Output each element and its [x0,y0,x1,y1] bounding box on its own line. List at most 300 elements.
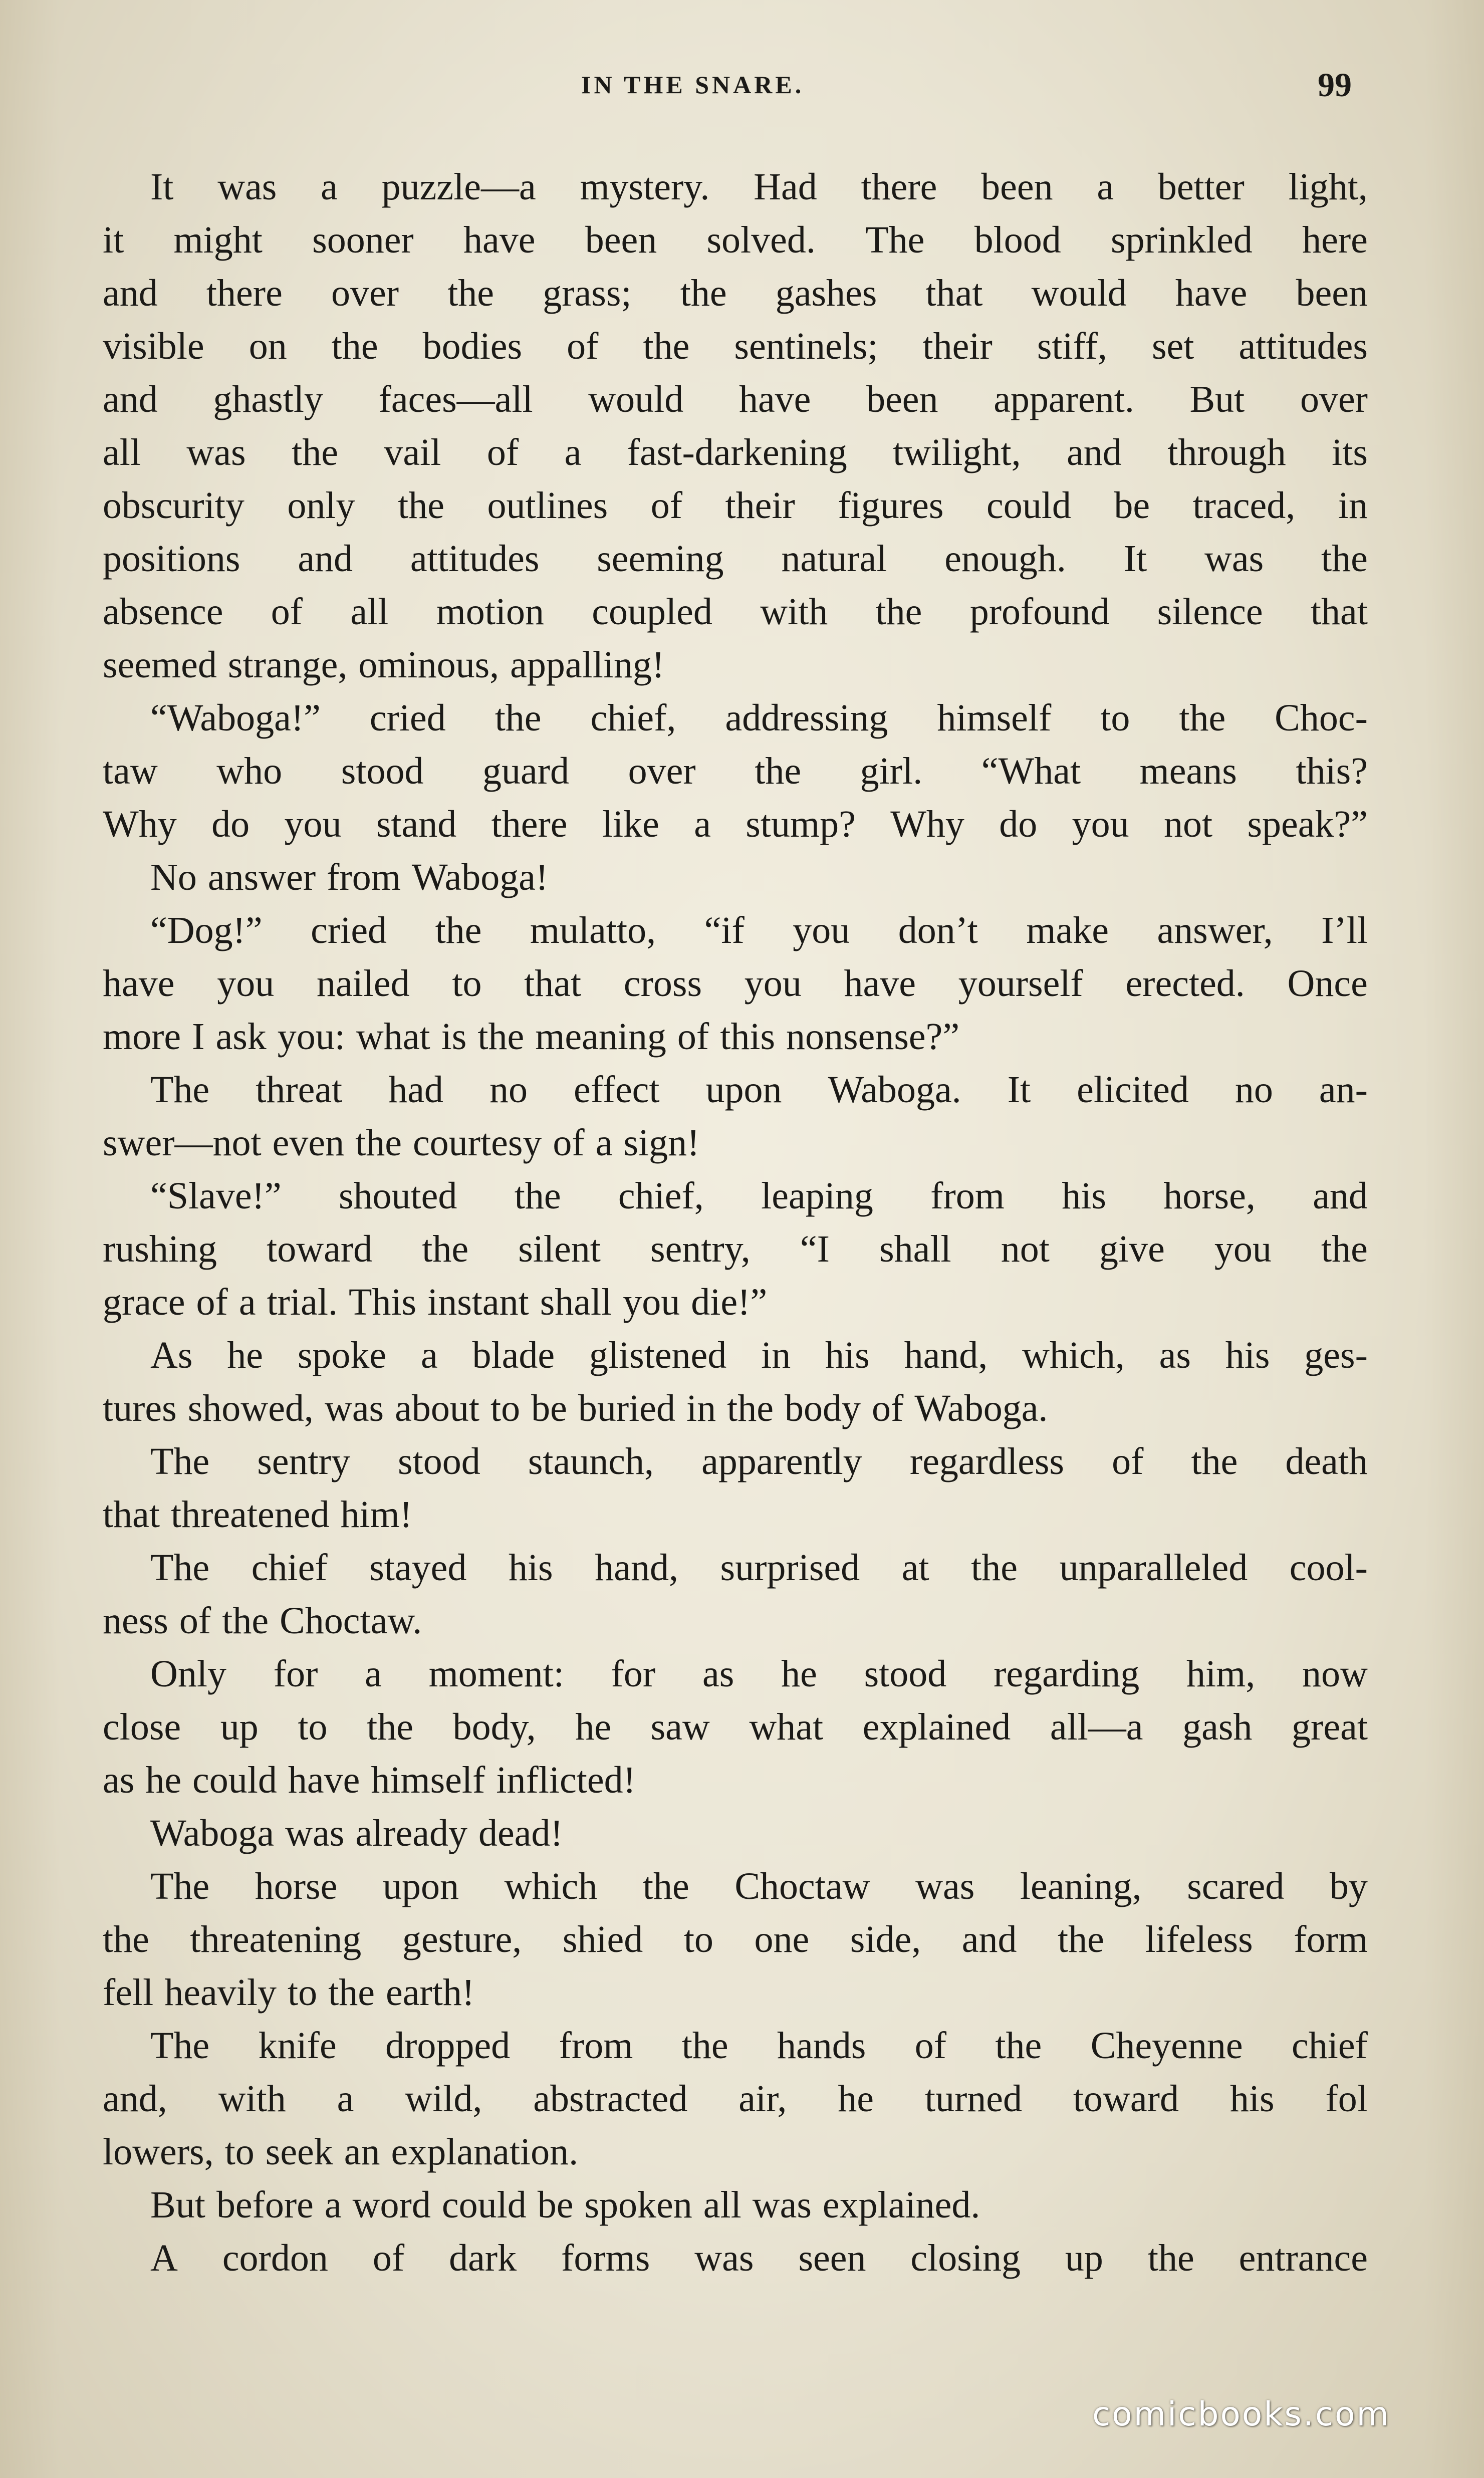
word: A [150,2237,178,2279]
word: ask [215,1016,267,1058]
word: the [222,1600,269,1642]
text-line [103,2232,1368,2285]
word: now [1302,1653,1368,1695]
word: of [271,591,303,633]
word: the [355,1122,402,1164]
word: the [435,909,482,951]
word: fell [103,1971,154,2014]
text-line [103,1116,1368,1169]
word: of [486,431,519,473]
word: But [1189,378,1245,420]
word: already [355,1812,467,1854]
word: the [1321,1228,1368,1270]
word: of [196,1281,228,1323]
word: have [103,962,175,1005]
word: threat [256,1069,343,1111]
word: absence [103,591,223,633]
word: of [372,2237,405,2279]
word: a [564,431,582,473]
word: stump? [746,803,856,845]
word: for [611,1653,656,1695]
word: to [490,1387,521,1429]
word: over [628,750,696,792]
word: turned [924,2078,1023,2120]
word: sooner [312,219,414,261]
text-line [103,2125,1368,2178]
word: give [1099,1228,1165,1270]
word: on [249,325,287,367]
word: he [781,1653,817,1695]
word: rushing [103,1228,217,1270]
word: upon [705,1069,782,1111]
word: have [288,1759,360,1801]
word: all [350,591,389,633]
word: strange, [227,644,348,686]
word: his [1062,1175,1106,1217]
word: elicited [1077,1069,1189,1111]
word: was [186,431,246,473]
word: as [103,1759,135,1801]
word: Why [103,803,177,845]
word: a [238,1281,256,1323]
word: The [150,1865,210,1907]
word: to [1100,697,1130,739]
word: spoken [584,2184,692,2226]
word: death [1285,1440,1368,1482]
word: I’ll [1321,909,1368,951]
word: “I [800,1228,830,1270]
word: more [103,1016,181,1058]
word: outlines [487,484,608,527]
text-line [103,426,1368,479]
word: that [524,962,582,1005]
word: from [327,856,401,898]
text-line [103,1647,1368,1700]
word: seek [265,2131,333,2173]
word: himself [371,1759,485,1801]
word: been [981,166,1053,208]
word: guard [482,750,570,792]
word: moment: [428,1653,564,1695]
word: was [694,2237,754,2279]
word: puzzle—a [381,166,536,208]
word: answer, [1157,909,1273,951]
text-line [103,160,1368,213]
text-line [103,1594,1368,1647]
word: the [292,431,338,473]
text-line [103,1860,1368,1913]
word: could [986,484,1071,527]
word: threatened [170,1494,330,1536]
word: attitudes [410,538,540,580]
word: this? [1296,750,1368,792]
word: glistened [589,1334,727,1376]
word: The [865,219,925,261]
text-line [103,1276,1368,1329]
word: was [1204,538,1264,580]
word: But [150,2184,205,2226]
word: Had [754,166,817,208]
word: with [218,2078,286,2120]
word: entrance [1239,2237,1368,2279]
text-line [103,851,1368,904]
text-line [103,1488,1368,1541]
word: was [915,1865,975,1907]
word: enough. [944,538,1066,580]
word: forms [561,2237,650,2279]
word: grace [103,1281,185,1323]
text-line [103,585,1368,638]
word: “if [704,909,745,951]
word: erected. [1125,962,1245,1005]
word: about [395,1387,479,1429]
text-line [103,691,1368,745]
word: body, [452,1706,536,1748]
word: their [922,325,993,367]
word: girl. [860,750,923,792]
word: be [537,2184,574,2226]
word: buried [578,1387,676,1429]
word: do [211,803,250,845]
word: twilight, [893,431,1021,473]
word: do [999,803,1038,845]
word: It [1007,1069,1031,1111]
word: and, [103,2078,167,2120]
word: seeming [597,538,724,580]
word: only [287,484,355,527]
word: a [595,1122,613,1164]
word: instant [427,1281,529,1323]
word: one [754,1918,810,1960]
word: explained. [822,2184,980,2226]
word: sprinkled [1111,219,1253,261]
word: and [103,272,158,314]
word: toward [1073,2078,1179,2120]
word: no [489,1069,528,1111]
chapter-title: IN THE SNARE. [581,71,805,99]
word: and [103,378,158,420]
word: surprised [720,1547,860,1589]
text-line [103,1700,1368,1754]
word: “What [981,750,1081,792]
word: staunch, [528,1440,654,1482]
word: what [749,1706,824,1748]
word: ominous, [358,644,500,686]
word: The [150,1547,210,1589]
word: have [844,962,916,1005]
word: leaning, [1020,1865,1142,1907]
word: to [683,1918,713,1960]
word: Once [1287,962,1368,1005]
word: would [588,378,684,420]
word: been [1296,272,1368,314]
word: Only [150,1653,226,1695]
word: be [531,1387,567,1429]
word: his [1229,2078,1275,2120]
word: word [352,2184,431,2226]
word: the [642,1865,689,1907]
word: there [861,166,937,208]
word: that [1310,591,1368,633]
word: the [995,2025,1042,2067]
word: his [825,1334,870,1376]
word: you: [277,1016,345,1058]
word: fol [1325,2078,1368,2120]
word: vail [384,431,441,473]
word: like [602,803,659,845]
word: side, [850,1918,921,1960]
word: no [1234,1069,1273,1111]
word: don’t [898,909,978,951]
word: him, [1186,1653,1256,1695]
word: an [344,2131,380,2173]
word: you [284,803,342,845]
word: have [738,378,811,420]
word: inflicted! [496,1759,636,1801]
word: with [760,591,828,633]
word: the [1179,697,1226,739]
word: unparalleled [1059,1547,1248,1589]
word: and [298,538,353,580]
word: ness [103,1600,168,1642]
word: it [103,219,124,261]
word: traced, [1192,484,1296,527]
word: I [192,1016,205,1058]
text-line [103,1966,1368,2019]
word: of [567,325,599,367]
word: him! [340,1494,412,1536]
word: the [514,1175,561,1217]
word: fast-darkening [627,431,847,473]
word: his [508,1547,553,1589]
word: gesture, [402,1918,522,1960]
word: set [1151,325,1194,367]
word: answer [207,856,316,898]
word: the [398,484,444,527]
word: regardless [909,1440,1064,1482]
word: courtesy [412,1122,542,1164]
text-line [103,904,1368,957]
word: their [725,484,795,527]
word: the [1191,1440,1238,1482]
word: profound [969,591,1110,633]
word: who [216,750,283,792]
word: toward [267,1228,373,1270]
word: himself [937,697,1052,739]
word: have [463,219,536,261]
word: was [752,2184,812,2226]
word: meaning [535,1016,666,1058]
word: not [1164,803,1213,845]
word: of [677,1016,709,1058]
word: could [441,2184,527,2226]
word: “Waboga!” [150,697,321,739]
word: shied [562,1918,643,1960]
word: silence [1157,591,1263,633]
word: hand, [904,1334,988,1376]
word: chief, [590,697,676,739]
word: scared [1187,1865,1285,1907]
word: cordon [222,2237,328,2279]
word: hand, [595,1547,678,1589]
word: figures [838,484,944,527]
word: up [1065,2237,1103,2279]
word: “Slave!” [150,1175,282,1217]
word: of [1112,1440,1144,1482]
running-head [0,66,1484,110]
word: to [298,1706,328,1748]
text-line [103,2178,1368,2232]
word: the [875,591,922,633]
page-number: 99 [1318,66,1352,104]
word: there [206,272,283,314]
word: mystery. [580,166,710,208]
word: saw [650,1706,710,1748]
word: and [1067,431,1122,473]
word: air, [738,2078,787,2120]
word: lifeless [1145,1918,1253,1960]
text-line [103,1807,1368,1860]
word: you [623,1281,680,1323]
word: in [761,1334,791,1376]
word: chief [251,1547,328,1589]
word: the [681,2025,728,2067]
word: all—a [1050,1706,1143,1748]
word: to [287,1971,318,2014]
word: Choctaw [734,1865,870,1907]
word: heavily [164,1971,277,2014]
word: you [217,962,275,1005]
word: visible [103,325,204,367]
word: form [1294,1918,1368,1960]
word: nailed [316,962,410,1005]
word: stood [864,1653,947,1695]
word: might [173,219,263,261]
word: explanation. [391,2131,579,2173]
word: shall [879,1228,951,1270]
word: from [930,1175,1005,1217]
word: stayed [369,1547,467,1589]
word: explained [862,1706,1011,1748]
word: the [331,325,378,367]
word: of [179,1600,211,1642]
word: Waboga [150,1812,275,1854]
word: sign! [623,1122,700,1164]
word: before [216,2184,314,2226]
word: lowers, [103,2131,214,2173]
word: die!” [691,1281,768,1323]
word: could [192,1759,277,1801]
word: cried [369,697,446,739]
word: better [1157,166,1245,208]
word: grass; [543,272,632,314]
word: he [145,1759,182,1801]
word: at [901,1547,929,1589]
word: solved. [706,219,816,261]
word: This [348,1281,417,1323]
word: stand [376,803,457,845]
word: all [103,431,141,473]
word: trial. [267,1281,338,1323]
word: was [324,1387,384,1429]
word: The [150,1440,210,1482]
word: mulatto, [530,909,656,951]
word: of [914,2025,947,2067]
word: great [1292,1706,1368,1748]
word: there [491,803,568,845]
word: been [585,219,657,261]
word: tures [103,1387,177,1429]
text-line [103,1329,1368,1382]
word: in [686,1387,716,1429]
word: Waboga. [828,1069,961,1111]
word: dark [449,2237,517,2279]
word: this [720,1016,776,1058]
text-line [103,479,1368,532]
word: a [420,1334,438,1376]
word: dead! [478,1812,563,1854]
word: gashes [775,272,877,314]
word: he [838,2078,874,2120]
word: The [150,2025,210,2067]
word: all [703,2184,741,2226]
word: cross [623,962,702,1005]
word: a [365,1653,382,1695]
word: what [356,1016,430,1058]
word: in [1338,484,1368,527]
word: you [793,909,850,951]
word: that [103,1494,160,1536]
word: apparently [701,1440,862,1482]
word: the [1058,1918,1104,1960]
word: Choc- [1275,697,1368,739]
word: No [150,856,197,898]
word: as [1159,1334,1191,1376]
word: stiff, [1037,325,1107,367]
word: earth! [385,1971,475,2014]
word: a [321,166,338,208]
word: chief [1291,2025,1368,2067]
word: by [1329,1865,1368,1907]
word: sentry, [650,1228,751,1270]
text-line [103,1010,1368,1063]
word: the [643,325,690,367]
word: The [150,1069,210,1111]
word: stood [398,1440,480,1482]
word: you [1072,803,1129,845]
word: gash [1182,1706,1253,1748]
word: here [1302,219,1368,261]
word: ges- [1304,1334,1368,1376]
word: a [694,803,711,845]
word: a [324,2184,342,2226]
word: effect [573,1069,660,1111]
word: Why [890,803,964,845]
body-text [103,160,1368,2285]
word: horse [255,1865,338,1907]
word: chief, [618,1175,704,1217]
word: As [150,1334,193,1376]
word: a [337,2078,354,2120]
word: shouted [338,1175,457,1217]
text-line [103,2072,1368,2125]
word: that [925,272,983,314]
word: of [553,1122,585,1164]
word: been [866,378,938,420]
word: through [1167,431,1286,473]
word: you [1214,1228,1272,1270]
word: threatening [190,1918,362,1960]
